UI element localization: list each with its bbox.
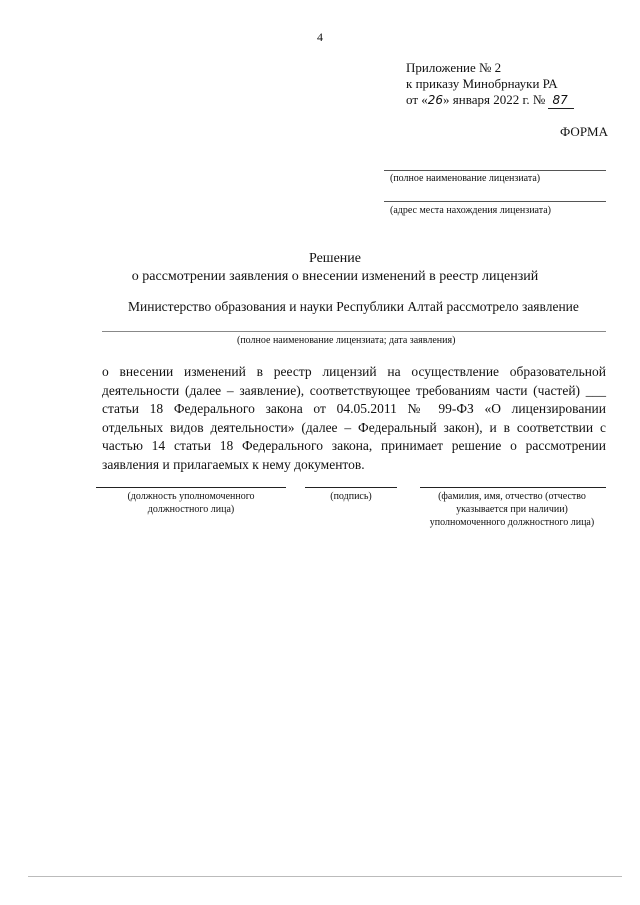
licensee-name-caption: (полное наименование лицензиата) [390,173,541,184]
scan-bottom-edge [28,876,622,877]
intro-text: Министерство образования и науки Республики Алтай рассмотрело заявление [128,299,579,314]
position-caption-line-2: должностного лица) [147,504,235,515]
annex-line-2: к приказу Минобрнауки РА [406,76,558,91]
full-name-caption-line-1: (фамилия, имя, отчество (отчество [438,491,586,502]
licensee-address-caption: (адрес места нахождения лицензиата) [390,205,551,216]
licensee-address-line [384,201,606,202]
application-line [102,331,606,332]
signature-caption: (подпись) [330,491,372,502]
position-caption-line-1: (должность уполномоченного [127,491,255,502]
annex-date-prefix: от « [406,92,428,107]
full-name-caption-line-2: указывается при наличии) [456,504,568,515]
full-name-line [420,487,606,488]
full-name-caption-line-3: уполномоченного должностного лица) [429,517,595,528]
body-line: заявления и прилагаемых к нему документов. [102,456,365,472]
annex-header [406,60,574,109]
application-caption: (полное наименование лицензиата; дата заявления) [237,335,456,346]
form-label: ФОРМА [560,124,608,139]
decision-body [102,363,606,474]
body-line: статьи 18 Федерального закона от 04.05.2011 № 99-ФЗ «О лицензировании [102,401,606,416]
body-line: отдельных видов деятельности» (далее – Федеральный закон), и в соответствии с [102,419,606,435]
body-line: частью 14 статьи 18 Федерального закона, принимает решение о рассмотрении [102,438,606,453]
annex-day-handwritten: 26 [427,93,444,107]
licensee-name-line [384,170,606,171]
signature-line [305,487,397,488]
annex-line-3 [406,92,574,109]
annex-date-text: » января 2022 г. № [443,92,546,107]
document-title [0,250,640,286]
position-caption [96,490,286,516]
title-line-2: о рассмотрении заявления о внесении изменений в реестр лицензий [131,269,539,284]
full-name-caption [412,490,612,529]
body-line: о внесении изменений в реестр лицензий на осуществление образовательной [102,364,606,379]
position-line [96,487,286,488]
body-line: деятельности (далее – заявление), соответствующее требованиям части (частей) ___ [102,382,606,398]
title-line-1: Решение [308,251,361,266]
page-number: 4 [317,30,323,44]
annex-order-number-handwritten: 87 [548,92,573,109]
annex-line-1: Приложение № 2 [406,60,502,75]
